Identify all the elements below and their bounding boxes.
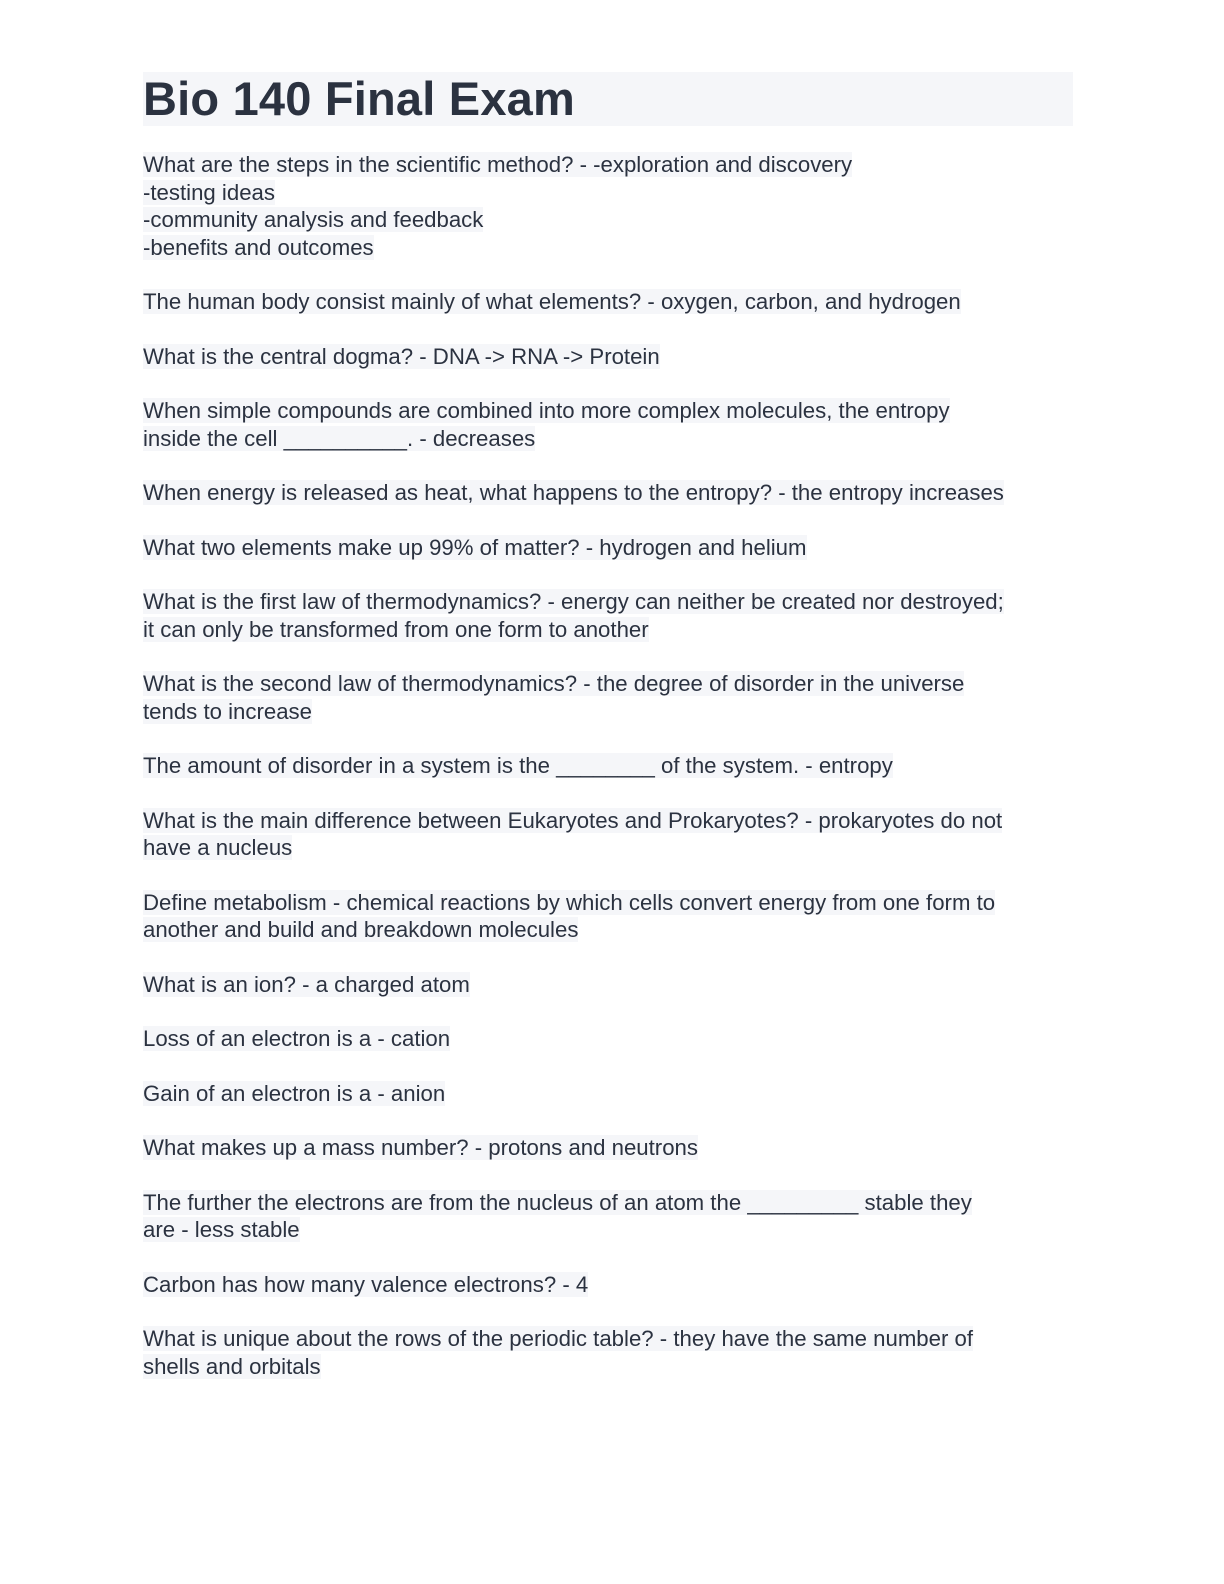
qa-item [143, 1271, 1073, 1299]
qa-item [143, 534, 1073, 562]
qa-item [143, 1134, 1073, 1162]
qa-text: What two elements make up 99% of matter? - hydrogen and helium [143, 534, 807, 560]
qa-text: What are the steps in the scientific method? - -exploration and discovery -testing ideas -community analysis and feedback -benefits and outcomes [143, 152, 853, 260]
qa-item [143, 807, 1073, 862]
qa-text: Define metabolism - chemical reactions by which cells convert energy from one form to another and build and breakdown molecules [143, 889, 996, 942]
qa-item [143, 397, 1073, 452]
qa-text: The further the electrons are from the nucleus of an atom the _________ stable they are - less stable [143, 1189, 972, 1242]
qa-text: What makes up a mass number? - protons and neutrons [143, 1135, 698, 1160]
qa-item [143, 288, 1073, 316]
qa-text: When simple compounds are combined into more complex molecules, the entropy inside the cell __________. - decreases [143, 398, 950, 451]
page-title: Bio 140 Final Exam [143, 72, 575, 125]
qa-item [143, 1189, 1073, 1244]
qa-text: What is the central dogma? - DNA -> RNA -> Protein [143, 343, 660, 369]
qa-text: Carbon has how many valence electrons? - 4 [143, 1271, 589, 1297]
document-page [143, 72, 1073, 1407]
qa-item [143, 479, 1073, 507]
qa-item [143, 151, 1073, 261]
qa-text: When energy is released as heat, what happens to the entropy? - the entropy increases [143, 480, 1004, 505]
qa-text: The human body consist mainly of what elements? - oxygen, carbon, and hydrogen [143, 289, 961, 314]
qa-text: What is unique about the rows of the periodic table? - they have the same number of shells and orbitals [143, 1326, 974, 1379]
qa-text: What is the main difference between Eukaryotes and Prokaryotes? - prokaryotes do not have a nucleus [143, 807, 1003, 860]
qa-item [143, 588, 1073, 643]
qa-text: Loss of an electron is a - cation [143, 1026, 451, 1051]
qa-text: What is the first law of thermodynamics? - energy can neither be created nor destroyed; it can only be transformed from one form to another [143, 589, 1004, 642]
qa-item [143, 971, 1073, 999]
qa-text: What is the second law of thermodynamics? - the degree of disorder in the universe tends to increase [143, 671, 965, 724]
qa-list [143, 151, 1073, 1380]
qa-text: Gain of an electron is a - anion [143, 1080, 446, 1106]
qa-item [143, 343, 1073, 371]
qa-item [143, 1325, 1073, 1380]
qa-text: What is an ion? - a charged atom [143, 971, 470, 997]
qa-item [143, 889, 1073, 944]
qa-item [143, 752, 1073, 780]
qa-item [143, 1025, 1073, 1053]
qa-item [143, 1080, 1073, 1108]
qa-text: The amount of disorder in a system is the ________ of the system. - entropy [143, 753, 893, 778]
qa-item [143, 670, 1073, 725]
title-bar [143, 72, 1073, 126]
